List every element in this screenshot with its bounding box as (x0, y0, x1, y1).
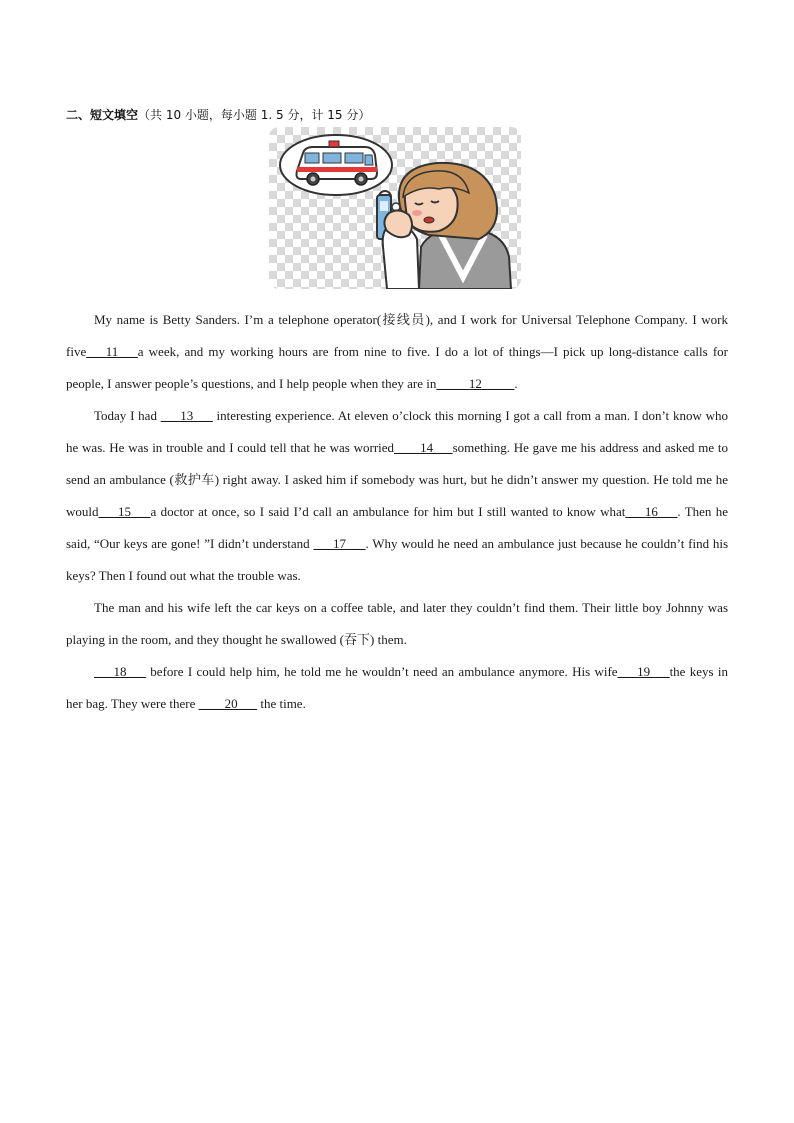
blank-18: ___18___ (94, 664, 146, 679)
woman-calling-ambulance-icon (269, 127, 521, 289)
passage-text: a week, and my working hours are from nine to five. I do a lot of things—I pick up long-distance calls for people, I answer people’s questions, and I help people when they are in (66, 344, 728, 391)
passage-text: interesting experience. At eleven o’clock this morning I got a call from a man. I don’t know who he was. He was in trouble and I could tell that he was worried (66, 408, 728, 455)
blank-20: ____20___ (198, 696, 258, 711)
section-heading (66, 106, 370, 123)
section-heading-scoring: （共 10 小题，每小题 1. 5 分，计 15 分） (138, 108, 371, 122)
blank-17: ___17___ (313, 536, 366, 551)
passage-text: a doctor at once, so I said I’d call an ambulance for him but I still wanted to know what (150, 504, 626, 519)
blank-15: ___15___ (98, 504, 151, 519)
passage-paragraph-1 (66, 304, 728, 400)
passage-paragraph-2 (66, 400, 728, 592)
passage-text: . Why would he need an ambulance just because he couldn’t find his keys? Then I found out what the trouble was. (66, 536, 728, 583)
passage-text: My name is Betty Sanders. I’m a telephone operator(接线员), and I work for Universal Telephone Company. I work five (66, 312, 728, 359)
passage-text: the time. (257, 696, 306, 711)
passage-text: Today I had (94, 408, 161, 423)
passage-text: . Then he said, “Our keys are gone! ”I didn’t understand (66, 504, 728, 551)
blank-13: ___13___ (160, 408, 213, 423)
passage-paragraph-3 (66, 592, 728, 656)
blank-11: ___11___ (86, 344, 138, 359)
blank-12: _____12_____ (436, 376, 515, 391)
passage-text: the keys in her bag. They were there (66, 664, 729, 711)
blank-14: ____14___ (394, 440, 453, 455)
passage-paragraph-4 (66, 656, 728, 720)
passage-text: before I could help him, he told me he wouldn’t need an ambulance anymore. His wife (146, 664, 618, 679)
section-heading-label: 二、短文填空 (66, 108, 139, 122)
cloze-passage (66, 304, 728, 720)
blank-16: ___16___ (625, 504, 678, 519)
passage-text: . (514, 376, 518, 391)
passage-text: something. He gave me his address and asked me to send an ambulance (救护车) right away. I asked him if somebody was hurt, but he didn’t answer my question. He told me he would (66, 440, 729, 519)
passage-text: The man and his wife left the car keys on a coffee table, and later they couldn’t find them. Their little boy Johnny was playing in the room, and they thought he swallowed (吞下) them. (66, 600, 728, 647)
ambulance-icon (297, 141, 378, 185)
blank-19: ___19___ (617, 664, 670, 679)
